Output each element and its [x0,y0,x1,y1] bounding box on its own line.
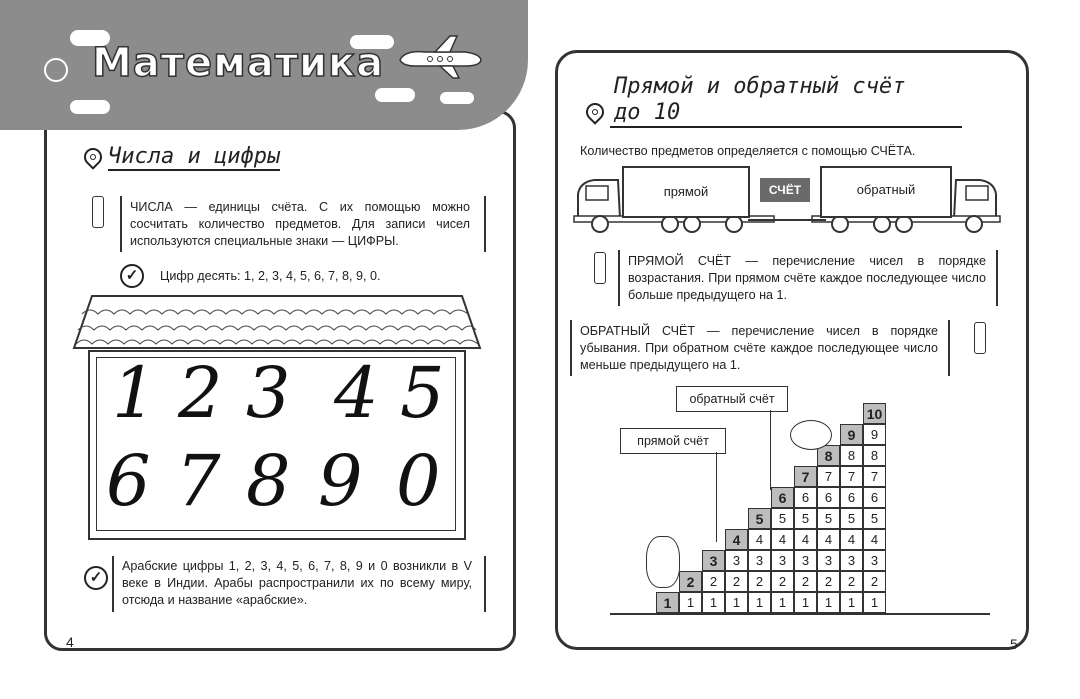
staircase-cell: 5 [771,508,794,529]
staircase-cell: 4 [748,529,771,550]
staircase-step-number: 9 [840,424,863,445]
staircase-cell: 2 [748,571,771,592]
page-number-left: 4 [66,634,74,650]
staircase-cell: 2 [840,571,863,592]
digit-3: 3 [246,352,291,434]
staircase-cell: 8 [863,445,886,466]
digit-2: 2 [178,352,223,434]
header-banner [0,0,528,130]
staircase-step-number: 8 [817,445,840,466]
airplane-icon [395,32,485,82]
reverse-count-definition: ОБРАТНЫЙ СЧЁТ — перечисление чисел в порядке убывания. При обратном счёте каждое последующее число меньше предыдущего на 1. [580,324,938,372]
cat-illustration [790,420,832,450]
staircase-step-number: 4 [725,529,748,550]
counting-intro: Количество предметов определяется с помощью СЧЁТА. [580,144,916,158]
staircase-cell: 2 [794,571,817,592]
staircase-cell: 1 [794,592,817,613]
traffic-light-icon [974,322,986,354]
staircase-cell: 4 [794,529,817,550]
staircase-cell: 5 [840,508,863,529]
staircase-cell: 2 [817,571,840,592]
direct-count-definition: ПРЯМОЙ СЧЁТ — перечисление чисел в порядке возрастания. При прямом счёте каждое последующее число больше предыдущего на 1. [628,254,986,302]
title-underline [610,126,962,128]
digit-4: 4 [334,352,379,434]
staircase-cell: 7 [817,466,840,487]
digits-count-note: Цифр десять: 1, 2, 3, 4, 5, 6, 7, 8, 9, 0. [160,269,381,283]
staircase-cell: 6 [817,487,840,508]
staircase-cell: 3 [794,550,817,571]
staircase-cell: 1 [771,592,794,613]
traffic-light-icon [92,196,104,228]
staircase-cell: 5 [794,508,817,529]
cloud-icon [440,92,474,104]
digit-1: 1 [112,352,157,434]
dog-illustration [646,536,680,588]
staircase-cell: 7 [863,466,886,487]
staircase-cell: 5 [817,508,840,529]
check-icon: ✓ [84,566,108,590]
staircase-step-number: 6 [771,487,794,508]
numbers-definition: ЧИСЛА — единицы счёта. С их помощью можно сосчитать количество предметов. Для записи чисел используются специальные знаки — ЦИФРЫ. [130,200,470,248]
tag-direct-count: прямой счёт [620,428,726,454]
staircase-cell: 1 [840,592,863,613]
tag-reverse-count: обратный счёт [676,386,788,412]
sun-icon [44,58,68,82]
staircase-step-number: 7 [794,466,817,487]
staircase-cell: 1 [702,592,725,613]
cloud-icon [70,100,110,114]
staircase-cell: 1 [679,592,702,613]
digit-5: 5 [400,352,445,434]
truck-left-label: прямой [663,184,709,199]
section-title-counting-line2: до 10 [614,100,681,125]
truck-right-cargo [820,166,952,218]
staircase-cell: 3 [817,550,840,571]
digit-8: 8 [246,440,291,522]
digit-6: 6 [106,440,151,522]
staircase-cell: 6 [863,487,886,508]
traffic-light-icon [594,252,606,284]
cloud-icon [375,88,415,102]
staircase-cell: 3 [771,550,794,571]
staircase-cell: 6 [840,487,863,508]
staircase-cell: 6 [794,487,817,508]
truck-right-label: обратный [856,182,916,197]
staircase-cell: 1 [725,592,748,613]
staircase-cell: 4 [817,529,840,550]
tag-direct-pointer [716,452,717,542]
staircase-cell: 2 [725,571,748,592]
digit-9: 9 [318,440,363,522]
section-title-numbers: Числа и цифры [108,144,281,169]
house-roof [72,294,482,350]
tag-reverse-pointer [770,410,771,490]
truck-center-label: СЧЁТ [760,178,810,202]
staircase-cell: 4 [771,529,794,550]
staircase-cell: 3 [748,550,771,571]
staircase-cell: 5 [863,508,886,529]
arabic-digits-history: Арабские цифры 1, 2, 3, 4, 5, 6, 7, 8, 9 и 0 возникли в V веке в Индии. Арабы распространили их по всему миру, отсюда и название «арабские». [122,559,472,607]
staircase-cell: 3 [840,550,863,571]
page-title: Математика [92,40,385,86]
staircase-cell: 2 [771,571,794,592]
staircase-cell: 1 [748,592,771,613]
truck-left-cargo [622,166,750,218]
digit-7: 7 [176,440,221,522]
staircase-step-number: 2 [679,571,702,592]
staircase-step-number: 5 [748,508,771,529]
check-icon: ✓ [120,264,144,288]
staircase-step-number: 3 [702,550,725,571]
staircase-cell: 7 [840,466,863,487]
section-title-counting-line1: Прямой и обратный счёт [614,74,906,99]
page-number-right: 5 [1010,636,1018,652]
digit-0: 0 [396,440,441,522]
staircase-cell: 8 [840,445,863,466]
staircase-cell: 4 [840,529,863,550]
staircase-cell: 2 [863,571,886,592]
staircase-cell: 1 [817,592,840,613]
staircase-cell: 3 [725,550,748,571]
staircase-cell: 2 [702,571,725,592]
staircase-step-number: 10 [863,403,886,424]
staircase-baseline [610,613,990,615]
staircase-cell: 9 [863,424,886,445]
staircase-cell: 3 [863,550,886,571]
staircase-cell: 4 [863,529,886,550]
staircase-cell: 1 [863,592,886,613]
staircase-step-number: 1 [656,592,679,613]
